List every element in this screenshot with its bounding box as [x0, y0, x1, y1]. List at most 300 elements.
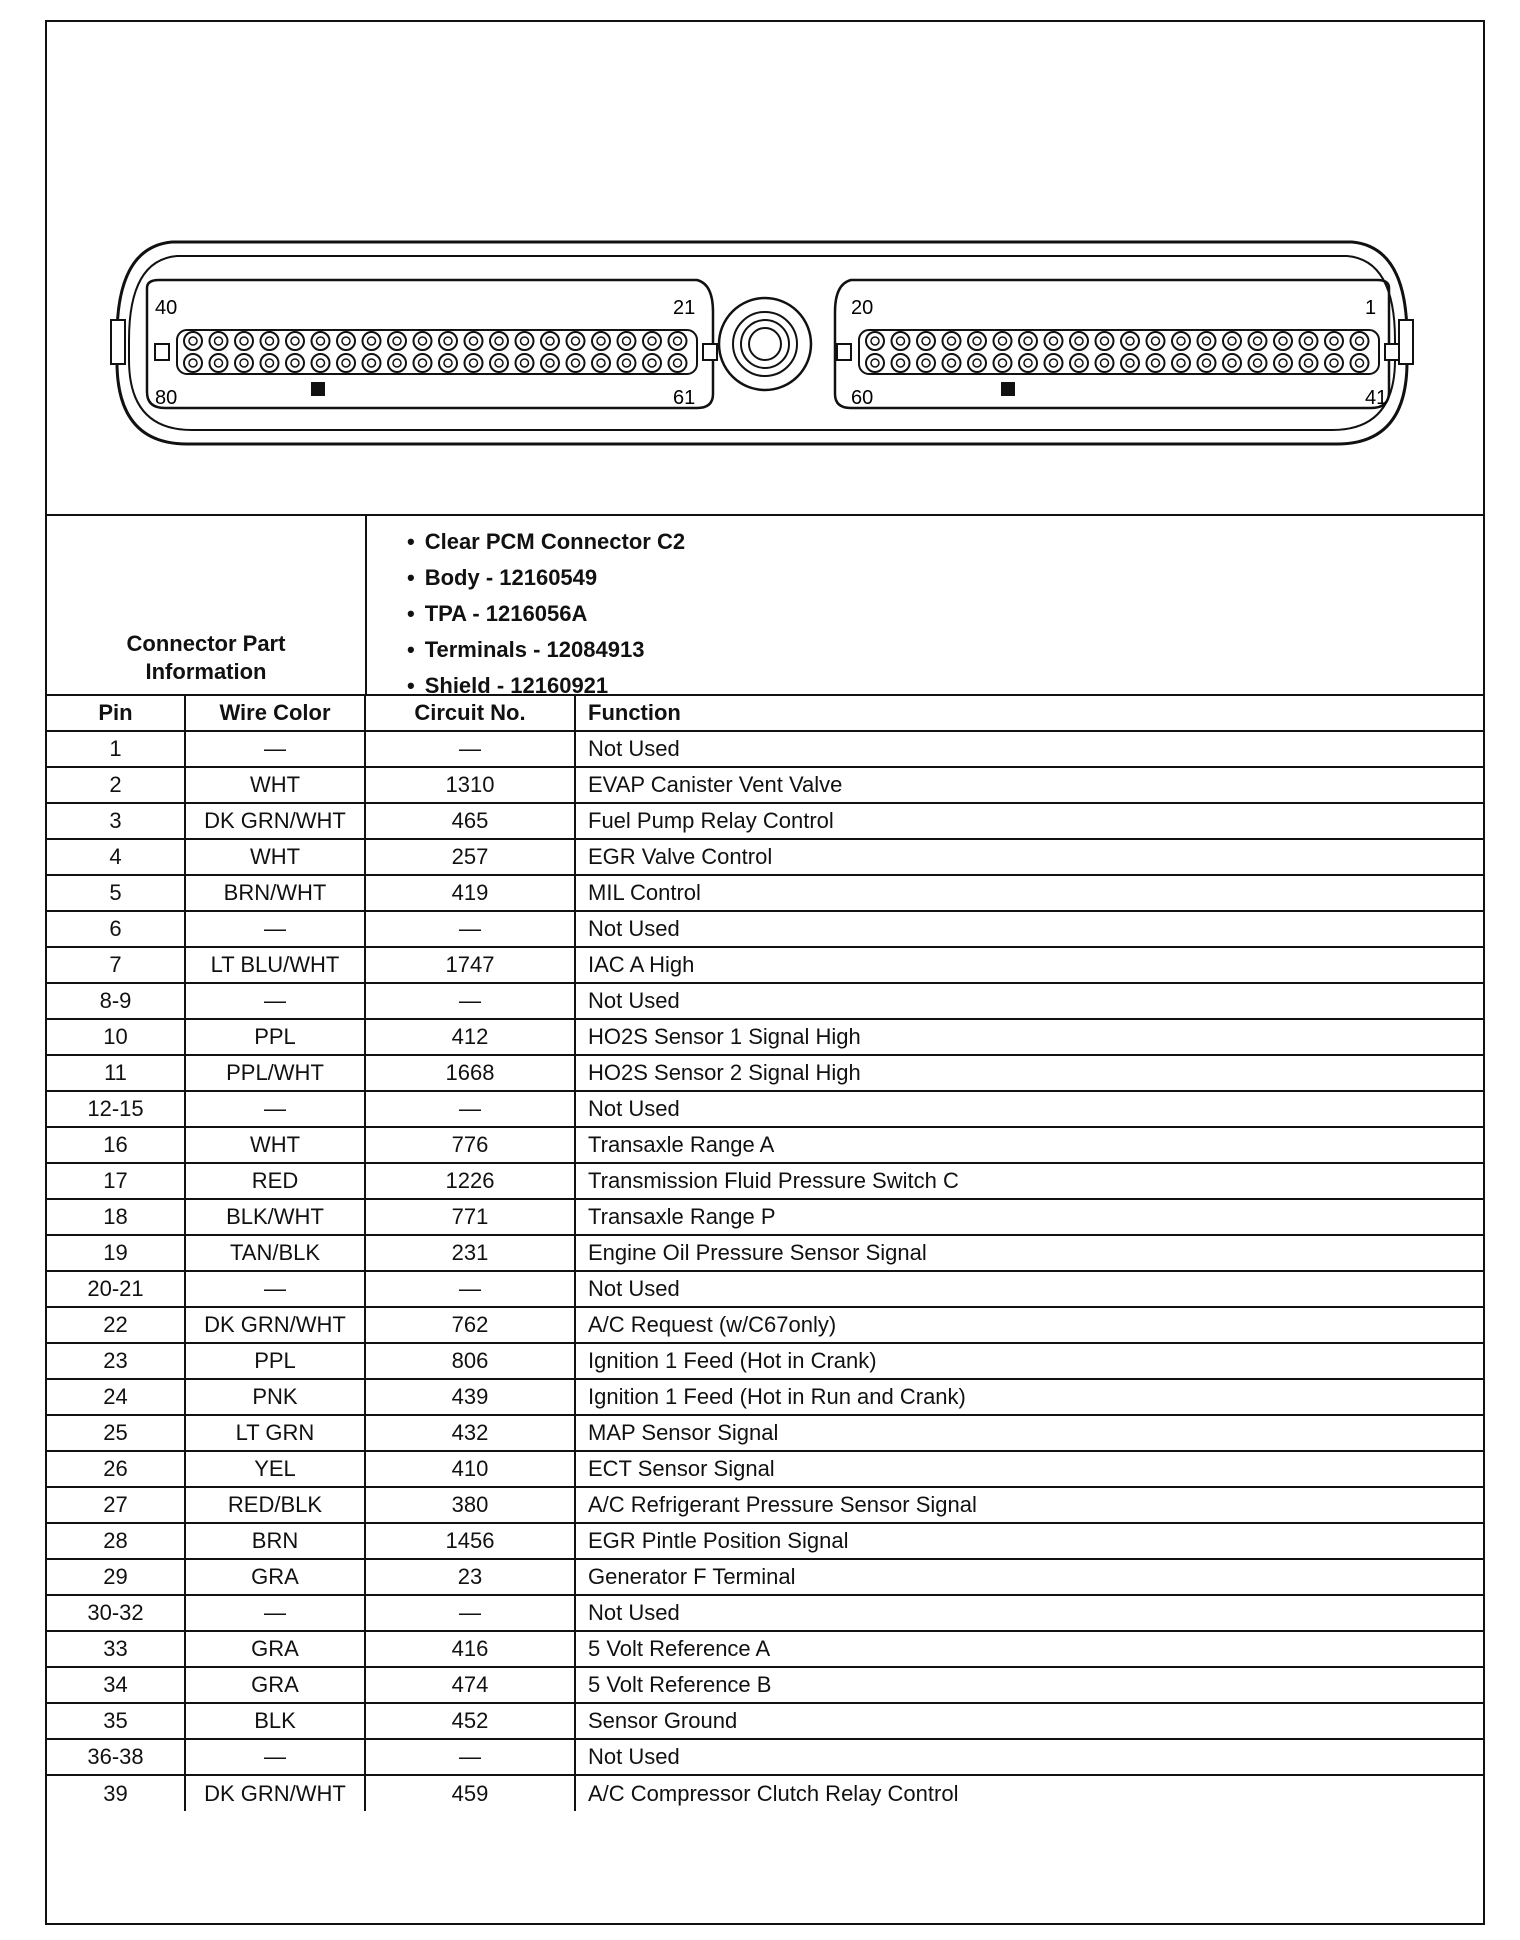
table-row — [47, 1163, 1483, 1199]
cell-circuit-no: 410 — [365, 1451, 575, 1487]
cell-circuit-no: 806 — [365, 1343, 575, 1379]
pin-cavity-inner — [1024, 359, 1032, 367]
cell-circuit-no: — — [365, 1271, 575, 1307]
table-row — [47, 1523, 1483, 1559]
cell-wire-color: DK GRN/WHT — [185, 1775, 365, 1811]
pin-cavity-inner — [470, 337, 478, 345]
pin-cavity-inner — [674, 337, 682, 345]
pin-cavity — [235, 354, 253, 372]
pin-cavity-inner — [973, 359, 981, 367]
pin-cavity — [1274, 332, 1292, 350]
center-screw-ring — [733, 312, 797, 376]
table-row — [47, 839, 1483, 875]
right-polarity-mark — [1001, 382, 1015, 396]
cell-pin: 10 — [47, 1019, 185, 1055]
pin-cavity-inner — [1203, 359, 1211, 367]
pin-cavity — [1096, 354, 1114, 372]
pin-label-61: 61 — [673, 387, 696, 409]
pin-label-80: 80 — [155, 387, 178, 409]
pin-cavity — [516, 332, 534, 350]
cell-circuit-no: 762 — [365, 1307, 575, 1343]
header-circuit-no: Circuit No. — [365, 695, 575, 731]
pin-cavity-inner — [1152, 359, 1160, 367]
pin-cavity — [1147, 332, 1165, 350]
cell-wire-color: WHT — [185, 839, 365, 875]
pin-cavity-inner — [1330, 337, 1338, 345]
table-row — [47, 767, 1483, 803]
pin-cavity — [669, 332, 687, 350]
left-key — [703, 344, 717, 360]
pin-cavity-inner — [1050, 359, 1058, 367]
pin-cavity — [592, 354, 610, 372]
pin-cavity-inner — [1203, 337, 1211, 345]
cell-wire-color: — — [185, 1271, 365, 1307]
pin-cavity — [994, 354, 1012, 372]
pin-cavity — [1172, 332, 1190, 350]
pin-table — [47, 694, 1483, 1811]
pin-cavity-inner — [419, 337, 427, 345]
pin-label-1: 1 — [1365, 297, 1377, 319]
pin-cavity — [892, 354, 910, 372]
connector-diagram — [47, 22, 1483, 514]
pin-cavity — [1172, 354, 1190, 372]
cell-circuit-no: 474 — [365, 1667, 575, 1703]
cell-circuit-no: 1456 — [365, 1523, 575, 1559]
pin-cavity-inner — [546, 359, 554, 367]
connector-drawing — [47, 22, 1483, 514]
pin-cavity-inner — [623, 337, 631, 345]
cell-function: Fuel Pump Relay Control — [575, 803, 1483, 839]
left-pins — [184, 332, 687, 372]
pin-cavity — [943, 332, 961, 350]
cell-wire-color: DK GRN/WHT — [185, 1307, 365, 1343]
cell-wire-color: LT GRN — [185, 1415, 365, 1451]
cell-wire-color: PNK — [185, 1379, 365, 1415]
table-row — [47, 1667, 1483, 1703]
pin-cavity — [917, 332, 935, 350]
cell-function: Transmission Fluid Pressure Switch C — [575, 1163, 1483, 1199]
cell-function: Not Used — [575, 1739, 1483, 1775]
pin-cavity — [1351, 354, 1369, 372]
cell-circuit-no: 439 — [365, 1379, 575, 1415]
pin-cavity-inner — [1101, 337, 1109, 345]
pin-cavity — [363, 354, 381, 372]
cell-function: EGR Valve Control — [575, 839, 1483, 875]
pin-cavity — [184, 332, 202, 350]
info-label: Connector Part Information — [126, 631, 286, 684]
pin-cavity — [363, 332, 381, 350]
pin-cavity-inner — [1228, 359, 1236, 367]
cell-function: Engine Oil Pressure Sensor Signal — [575, 1235, 1483, 1271]
cell-pin: 3 — [47, 803, 185, 839]
table-row — [47, 1019, 1483, 1055]
pin-cavity-inner — [189, 359, 197, 367]
pin-cavity-inner — [999, 337, 1007, 345]
cell-pin: 27 — [47, 1487, 185, 1523]
table-body — [47, 731, 1483, 1811]
pin-label-41: 41 — [1365, 387, 1388, 409]
cell-wire-color: GRA — [185, 1559, 365, 1595]
pin-cavity-inner — [1254, 359, 1262, 367]
cell-function: Not Used — [575, 731, 1483, 767]
pin-cavity-inner — [240, 337, 248, 345]
info-item: • Body - 12160549 — [407, 560, 685, 596]
table-row — [47, 1739, 1483, 1775]
cell-function: Not Used — [575, 1595, 1483, 1631]
pin-cavity — [261, 332, 279, 350]
cell-wire-color: BRN/WHT — [185, 875, 365, 911]
pin-cavity — [618, 332, 636, 350]
cell-pin: 11 — [47, 1055, 185, 1091]
pin-cavity — [414, 354, 432, 372]
pin-cavity-inner — [1177, 359, 1185, 367]
document-frame — [45, 20, 1485, 1925]
cell-wire-color: — — [185, 1595, 365, 1631]
pin-cavity — [1300, 332, 1318, 350]
pin-cavity-inner — [368, 359, 376, 367]
cell-pin: 5 — [47, 875, 185, 911]
pin-cavity — [1198, 332, 1216, 350]
cell-function: Ignition 1 Feed (Hot in Run and Crank) — [575, 1379, 1483, 1415]
info-list — [407, 524, 685, 704]
cell-circuit-no: 416 — [365, 1631, 575, 1667]
pin-cavity-inner — [948, 359, 956, 367]
info-item: • Clear PCM Connector C2 — [407, 524, 685, 560]
pin-cavity-inner — [623, 359, 631, 367]
pin-cavity-inner — [1126, 337, 1134, 345]
info-item: • Shield - 12160921 — [407, 668, 685, 704]
cell-pin: 17 — [47, 1163, 185, 1199]
pin-cavity-inner — [973, 337, 981, 345]
pin-cavity — [968, 332, 986, 350]
pin-cavity — [1121, 354, 1139, 372]
pin-cavity — [516, 354, 534, 372]
cell-circuit-no: 1310 — [365, 767, 575, 803]
pin-cavity-inner — [1356, 359, 1364, 367]
cell-wire-color: WHT — [185, 1127, 365, 1163]
cell-circuit-no: 23 — [365, 1559, 575, 1595]
pin-cavity-inner — [393, 359, 401, 367]
pin-cavity-inner — [495, 359, 503, 367]
cell-function: A/C Refrigerant Pressure Sensor Signal — [575, 1487, 1483, 1523]
pin-cavity-inner — [572, 337, 580, 345]
pin-cavity — [388, 354, 406, 372]
cell-circuit-no: — — [365, 911, 575, 947]
left-key-outer — [155, 344, 169, 360]
pin-cavity — [261, 354, 279, 372]
cell-circuit-no: 1226 — [365, 1163, 575, 1199]
right-key — [837, 344, 851, 360]
cell-function: ECT Sensor Signal — [575, 1451, 1483, 1487]
right-latch — [1399, 320, 1413, 364]
pin-cavity-inner — [521, 337, 529, 345]
pin-cavity-inner — [1050, 337, 1058, 345]
pin-cavity — [1274, 354, 1292, 372]
table-row — [47, 1055, 1483, 1091]
cell-function: Transaxle Range P — [575, 1199, 1483, 1235]
pin-cavity-inner — [189, 337, 197, 345]
cell-circuit-no: 257 — [365, 839, 575, 875]
pin-cavity — [286, 332, 304, 350]
cell-circuit-no: 432 — [365, 1415, 575, 1451]
cell-wire-color: PPL/WHT — [185, 1055, 365, 1091]
pin-cavity — [866, 354, 884, 372]
pin-cavity-inner — [266, 359, 274, 367]
pin-cavity-inner — [999, 359, 1007, 367]
table-row — [47, 731, 1483, 767]
cell-pin: 18 — [47, 1199, 185, 1235]
pin-cavity-inner — [342, 359, 350, 367]
pin-cavity-inner — [648, 359, 656, 367]
pin-cavity — [490, 354, 508, 372]
cell-function: MIL Control — [575, 875, 1483, 911]
pin-cavity — [541, 354, 559, 372]
header-wire-color: Wire Color — [185, 695, 365, 731]
connector-housing-inner — [129, 256, 1395, 430]
pin-cavity-inner — [572, 359, 580, 367]
pin-cavity — [388, 332, 406, 350]
connector-housing — [117, 242, 1407, 444]
cell-wire-color: LT BLU/WHT — [185, 947, 365, 983]
pin-cavity-inner — [546, 337, 554, 345]
pin-cavity — [312, 354, 330, 372]
pin-cavity — [1300, 354, 1318, 372]
cell-function: Not Used — [575, 911, 1483, 947]
cell-pin: 36-38 — [47, 1739, 185, 1775]
cell-wire-color: PPL — [185, 1019, 365, 1055]
pin-cavity-inner — [240, 359, 248, 367]
pin-cavity-inner — [674, 359, 682, 367]
cell-wire-color: PPL — [185, 1343, 365, 1379]
pin-cavity-inner — [948, 337, 956, 345]
pin-cavity — [1121, 332, 1139, 350]
table-row — [47, 1235, 1483, 1271]
pin-cavity — [1223, 332, 1241, 350]
center-screw-ring-3 — [749, 328, 781, 360]
cell-pin: 7 — [47, 947, 185, 983]
pin-cavity — [286, 354, 304, 372]
pin-cavity — [643, 354, 661, 372]
info-item: • TPA - 1216056A — [407, 596, 685, 632]
pin-cavity-inner — [1305, 337, 1313, 345]
table-row — [47, 1127, 1483, 1163]
pin-cavity — [917, 354, 935, 372]
cell-function: Sensor Ground — [575, 1703, 1483, 1739]
pin-cavity — [1045, 332, 1063, 350]
table-row — [47, 1415, 1483, 1451]
cell-function: EVAP Canister Vent Valve — [575, 767, 1483, 803]
cell-function: Generator F Terminal — [575, 1559, 1483, 1595]
cell-pin: 25 — [47, 1415, 185, 1451]
pin-cavity — [1198, 354, 1216, 372]
cell-function: EGR Pintle Position Signal — [575, 1523, 1483, 1559]
right-key-outer — [1385, 344, 1399, 360]
pin-cavity — [184, 354, 202, 372]
pin-cavity-inner — [597, 337, 605, 345]
cell-pin: 20-21 — [47, 1271, 185, 1307]
table-row — [47, 911, 1483, 947]
pin-cavity — [210, 332, 228, 350]
cell-pin: 4 — [47, 839, 185, 875]
table-row — [47, 1487, 1483, 1523]
cell-wire-color: BRN — [185, 1523, 365, 1559]
pin-cavity-inner — [495, 337, 503, 345]
pin-cavity — [439, 332, 457, 350]
pin-cavity-inner — [1254, 337, 1262, 345]
cell-circuit-no: — — [365, 1595, 575, 1631]
cell-circuit-no: 380 — [365, 1487, 575, 1523]
pin-cavity-inner — [1075, 337, 1083, 345]
cell-pin: 19 — [47, 1235, 185, 1271]
pin-cavity — [337, 332, 355, 350]
cell-pin: 26 — [47, 1451, 185, 1487]
table-row — [47, 1595, 1483, 1631]
table-row — [47, 1343, 1483, 1379]
pin-cavity — [567, 354, 585, 372]
cell-circuit-no: 465 — [365, 803, 575, 839]
table-row — [47, 1307, 1483, 1343]
cell-pin: 33 — [47, 1631, 185, 1667]
cell-pin: 12-15 — [47, 1091, 185, 1127]
pin-cavity-inner — [1305, 359, 1313, 367]
pin-cavity-inner — [291, 337, 299, 345]
table-row — [47, 983, 1483, 1019]
pin-cavity-inner — [1024, 337, 1032, 345]
left-polarity-mark — [311, 382, 325, 396]
pin-cavity-inner — [393, 337, 401, 345]
pin-cavity-inner — [1126, 359, 1134, 367]
pin-cavity — [1019, 354, 1037, 372]
pin-cavity-inner — [521, 359, 529, 367]
pin-cavity — [414, 332, 432, 350]
pin-cavity-inner — [1279, 337, 1287, 345]
cell-wire-color: DK GRN/WHT — [185, 803, 365, 839]
cell-pin: 1 — [47, 731, 185, 767]
cell-wire-color: RED/BLK — [185, 1487, 365, 1523]
header-function: Function — [575, 695, 1483, 731]
pin-cavity — [541, 332, 559, 350]
cell-function: 5 Volt Reference B — [575, 1667, 1483, 1703]
cell-circuit-no: — — [365, 1091, 575, 1127]
cell-circuit-no: — — [365, 731, 575, 767]
cell-function: HO2S Sensor 2 Signal High — [575, 1055, 1483, 1091]
pin-cavity — [490, 332, 508, 350]
pin-cavity-inner — [419, 359, 427, 367]
cell-function: Ignition 1 Feed (Hot in Crank) — [575, 1343, 1483, 1379]
pin-cavity — [210, 354, 228, 372]
cell-pin: 8-9 — [47, 983, 185, 1019]
cell-pin: 28 — [47, 1523, 185, 1559]
pin-cavity-inner — [648, 337, 656, 345]
pin-cavity-inner — [444, 337, 452, 345]
cell-circuit-no: 412 — [365, 1019, 575, 1055]
pin-label-60: 60 — [851, 387, 874, 409]
pin-cavity — [1096, 332, 1114, 350]
cell-function: Not Used — [575, 983, 1483, 1019]
pin-cavity — [1249, 354, 1267, 372]
pin-cavity — [1223, 354, 1241, 372]
cell-circuit-no: 419 — [365, 875, 575, 911]
info-item: • Terminals - 12084913 — [407, 632, 685, 668]
table-row — [47, 1271, 1483, 1307]
pin-cavity — [1325, 332, 1343, 350]
cell-circuit-no: 1668 — [365, 1055, 575, 1091]
pin-cavity-inner — [1177, 337, 1185, 345]
table-header-row — [47, 695, 1483, 731]
cell-pin: 23 — [47, 1343, 185, 1379]
cell-circuit-no: 459 — [365, 1775, 575, 1811]
table-row — [47, 1199, 1483, 1235]
cell-circuit-no: — — [365, 1739, 575, 1775]
cell-function: 5 Volt Reference A — [575, 1631, 1483, 1667]
cell-function: A/C Request (w/C67only) — [575, 1307, 1483, 1343]
info-label-cell — [47, 516, 367, 694]
cell-wire-color: RED — [185, 1163, 365, 1199]
cell-wire-color: GRA — [185, 1667, 365, 1703]
pin-cavity — [567, 332, 585, 350]
cell-circuit-no: 231 — [365, 1235, 575, 1271]
cell-circuit-no: 771 — [365, 1199, 575, 1235]
pin-cavity — [235, 332, 253, 350]
pin-cavity — [1070, 332, 1088, 350]
cell-function: Not Used — [575, 1271, 1483, 1307]
cell-function: A/C Compressor Clutch Relay Control — [575, 1775, 1483, 1811]
table-row — [47, 1631, 1483, 1667]
cell-wire-color: — — [185, 731, 365, 767]
pin-cavity-inner — [1279, 359, 1287, 367]
cell-wire-color: — — [185, 911, 365, 947]
pin-cavity-inner — [1228, 337, 1236, 345]
pin-cavity — [439, 354, 457, 372]
pin-cavity-inner — [1101, 359, 1109, 367]
pin-cavity-inner — [871, 359, 879, 367]
pin-cavity-inner — [470, 359, 478, 367]
pin-cavity-inner — [368, 337, 376, 345]
cell-pin: 29 — [47, 1559, 185, 1595]
pin-cavity — [1249, 332, 1267, 350]
cell-wire-color: — — [185, 983, 365, 1019]
pin-cavity-inner — [1330, 359, 1338, 367]
table-row — [47, 1379, 1483, 1415]
pin-label-40: 40 — [155, 297, 178, 319]
pin-cavity-inner — [897, 337, 905, 345]
table-row — [47, 803, 1483, 839]
pin-cavity-inner — [1152, 337, 1160, 345]
pin-cavity-inner — [317, 359, 325, 367]
table-row — [47, 1451, 1483, 1487]
pin-cavity — [337, 354, 355, 372]
cell-circuit-no: 452 — [365, 1703, 575, 1739]
cell-wire-color: TAN/BLK — [185, 1235, 365, 1271]
cell-pin: 24 — [47, 1379, 185, 1415]
cell-circuit-no: — — [365, 983, 575, 1019]
pin-cavity-inner — [317, 337, 325, 345]
pin-cavity — [312, 332, 330, 350]
pin-cavity — [465, 332, 483, 350]
pin-cavity — [1070, 354, 1088, 372]
table-row — [47, 947, 1483, 983]
pin-label-21: 21 — [673, 297, 696, 319]
pin-cavity — [1147, 354, 1165, 372]
table-row — [47, 1091, 1483, 1127]
connector-part-info — [47, 514, 1483, 698]
cell-wire-color: WHT — [185, 767, 365, 803]
cell-wire-color: BLK/WHT — [185, 1199, 365, 1235]
pin-cavity-inner — [922, 359, 930, 367]
pin-cavity-inner — [291, 359, 299, 367]
pin-cavity — [994, 332, 1012, 350]
cell-function: IAC A High — [575, 947, 1483, 983]
